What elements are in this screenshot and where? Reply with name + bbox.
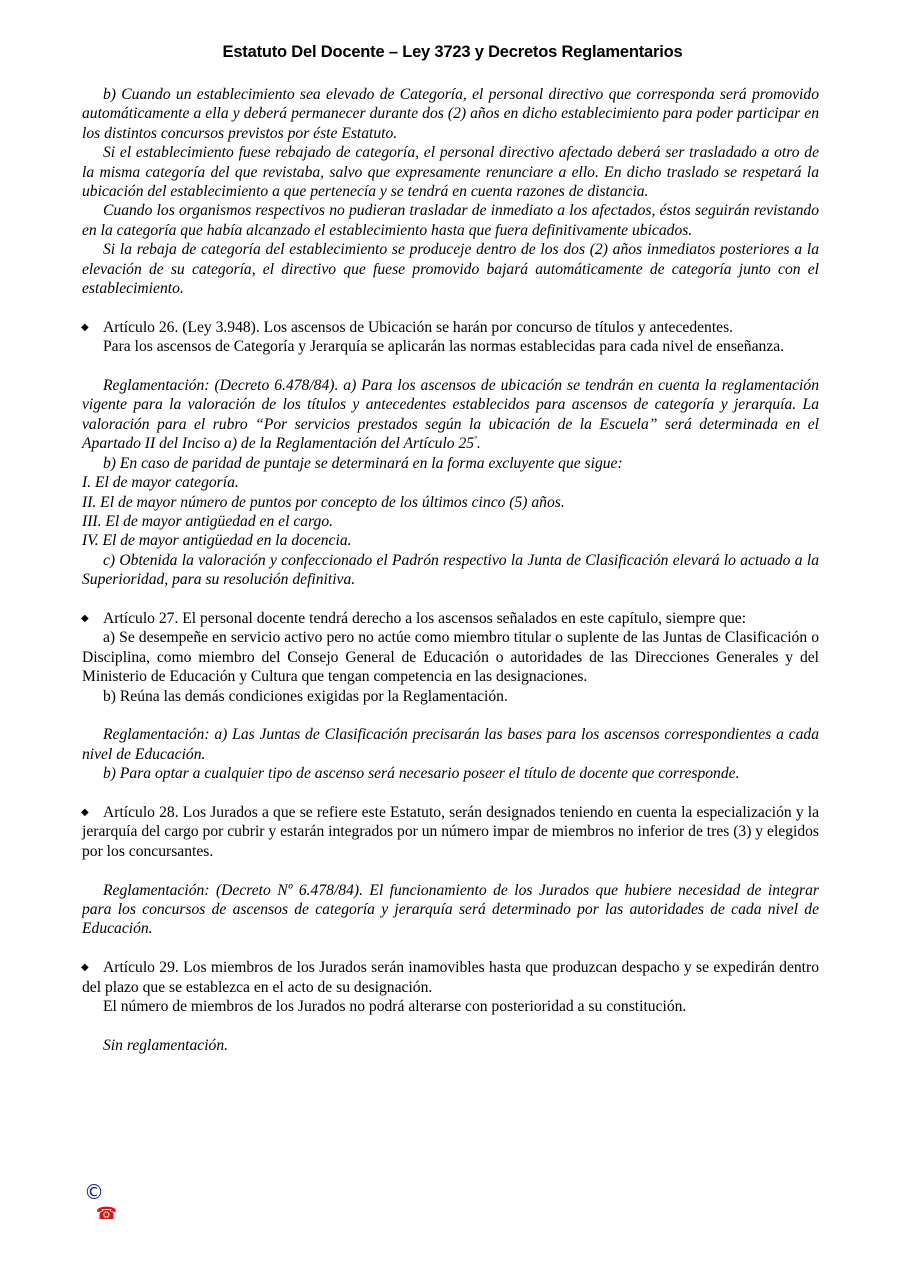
- diamond-bullet-icon: ◆: [81, 612, 89, 624]
- list-item: IV. El de mayor antigüedad en la docencia.: [82, 532, 352, 550]
- diamond-bullet-icon: ◆: [81, 321, 89, 333]
- paragraph: Si la rebaja de categoría del establecimiento se produceje dentro de los dos (2) años inmediatos posteriores a la elevación de su categoría, el directivo que fuese promovido bajará automáticamente de categoría junto con el establecimiento.: [82, 241, 819, 298]
- list-item: III. El de mayor antigüedad en el cargo.: [82, 512, 334, 530]
- paragraph: b) Cuando un establecimiento sea elevado de Categoría, el personal directivo que corresponda será promovido automáticamente a ella y deberá permanecer durante dos (2) años en dicho establecimiento para poder participar en los distintos concursos previstos por éste Estatuto.: [82, 86, 819, 142]
- article-heading: Artículo 28. Los Jurados a que se refiere este Estatuto, serán designados teniendo en cuenta la especialización y la jerarquía del cargo por cubrir y estarán integrados por un número impar de miembros no inferior de tres (3) y elegidos por los concursantes.: [82, 803, 819, 860]
- article-heading: Artículo 29. Los miembros de los Jurados serán inamovibles hasta que produzcan despacho y se expedirán dentro del plazo que se establezca en el acto de su designación.: [82, 959, 819, 996]
- paragraph: Si el establecimiento fuese rebajado de categoría, el personal directivo afectado deberá ser trasladado a otro de la misma categoría del que revistaba, salvo que expresamente renunciare a ello. En dicho traslado se respetará la ubicación del establecimiento a que pertenecía y se tendrá en cuenta razones de distancia.: [82, 144, 819, 201]
- article-28: [82, 803, 819, 861]
- ordinal-superscript: º: [474, 434, 477, 445]
- list-item: I. El de mayor categoría.: [82, 474, 239, 492]
- article-29: [82, 958, 819, 997]
- article-heading: Artículo 27. El personal docente tendrá derecho a los ascensos señalados en este capítulo, siempre que:: [103, 609, 747, 627]
- copyright-icon: ©: [84, 1180, 104, 1204]
- document-body: [82, 85, 819, 1055]
- diamond-bullet-icon: ◆: [81, 806, 89, 818]
- paragraph: El número de miembros de los Jurados no podrá alterarse con posterioridad a su constitución.: [103, 997, 687, 1015]
- paragraph: a) Se desempeñe en servicio activo pero no actúe como miembro titular o suplente de las Juntas de Clasificación o Disciplina, como miembro del Consejo General de Educación o autoridades de las Direcciones Generales y del Ministerio de Educación y Cultura que tengan competencia en las designaciones.: [82, 629, 819, 686]
- diamond-bullet-icon: ◆: [81, 962, 89, 974]
- paragraph: b) Reúna las demás condiciones exigidas por la Reglamentación.: [103, 687, 508, 705]
- regulation-paragraph: Sin reglamentación.: [103, 1036, 229, 1054]
- paragraph: c) Obtenida la valoración y confeccionado el Padrón respectivo la Junta de Clasificación elevará lo actuado a la Superioridad, para su resolución definitiva.: [82, 551, 819, 589]
- phone-icon: ☎: [96, 1204, 118, 1224]
- paragraph: b) Para optar a cualquier tipo de ascenso será necesario poseer el título de docente que corresponde.: [103, 765, 740, 783]
- article-27: [82, 609, 819, 628]
- paragraph: b) En caso de paridad de puntaje se determinará en la forma excluyente que sigue:: [103, 454, 623, 472]
- regulation-paragraph: Reglamentación: a) Las Juntas de Clasificación precisarán las bases para los ascensos correspondientes a cada nivel de Educación.: [82, 726, 819, 763]
- list-item: II. El de mayor número de puntos por concepto de los últimos cinco (5) años.: [82, 493, 565, 511]
- regulation-paragraph: Reglamentación: (Decreto Nº 6.478/84). El funcionamiento de los Jurados que hubiere necesidad de integrar para los concursos de ascensos de categoría y jerarquía será determinado por las autoridades de cada nivel de Educación.: [82, 881, 819, 938]
- paragraph: Para los ascensos de Categoría y Jerarquía se aplicarán las normas establecidas para cada nivel de enseñanza.: [103, 338, 785, 356]
- page-header-title: Estatuto Del Docente – Ley 3723 y Decretos Reglamentarios: [222, 43, 683, 61]
- article-26: [82, 318, 819, 337]
- page-footer: [84, 1180, 118, 1224]
- regulation-paragraph: Reglamentación: (Decreto 6.478/84). a) Para los ascensos de ubicación se tendrán en cuenta la reglamentación vigente para la valoración de los títulos y antecedentes establecidos para ascensos de categoría y jerarquía. La valoración para el rubro “Por servicios prestados según la ubicación de la Escuela” será determinada en el Apartado II del Inciso a) de la Reglamentación del Artículo $25^º$.: [82, 377, 819, 453]
- article-heading: Artículo 26. (Ley 3.948). Los ascensos de Ubicación se harán por concurso de títulos y antecedentes.: [103, 318, 734, 336]
- paragraph: Cuando los organismos respectivos no pudieran trasladar de inmediato a los afectados, éstos seguirán revistando en la categoría que había alcanzado el establecimiento hasta que fuera definitivamente ubicados.: [82, 202, 819, 239]
